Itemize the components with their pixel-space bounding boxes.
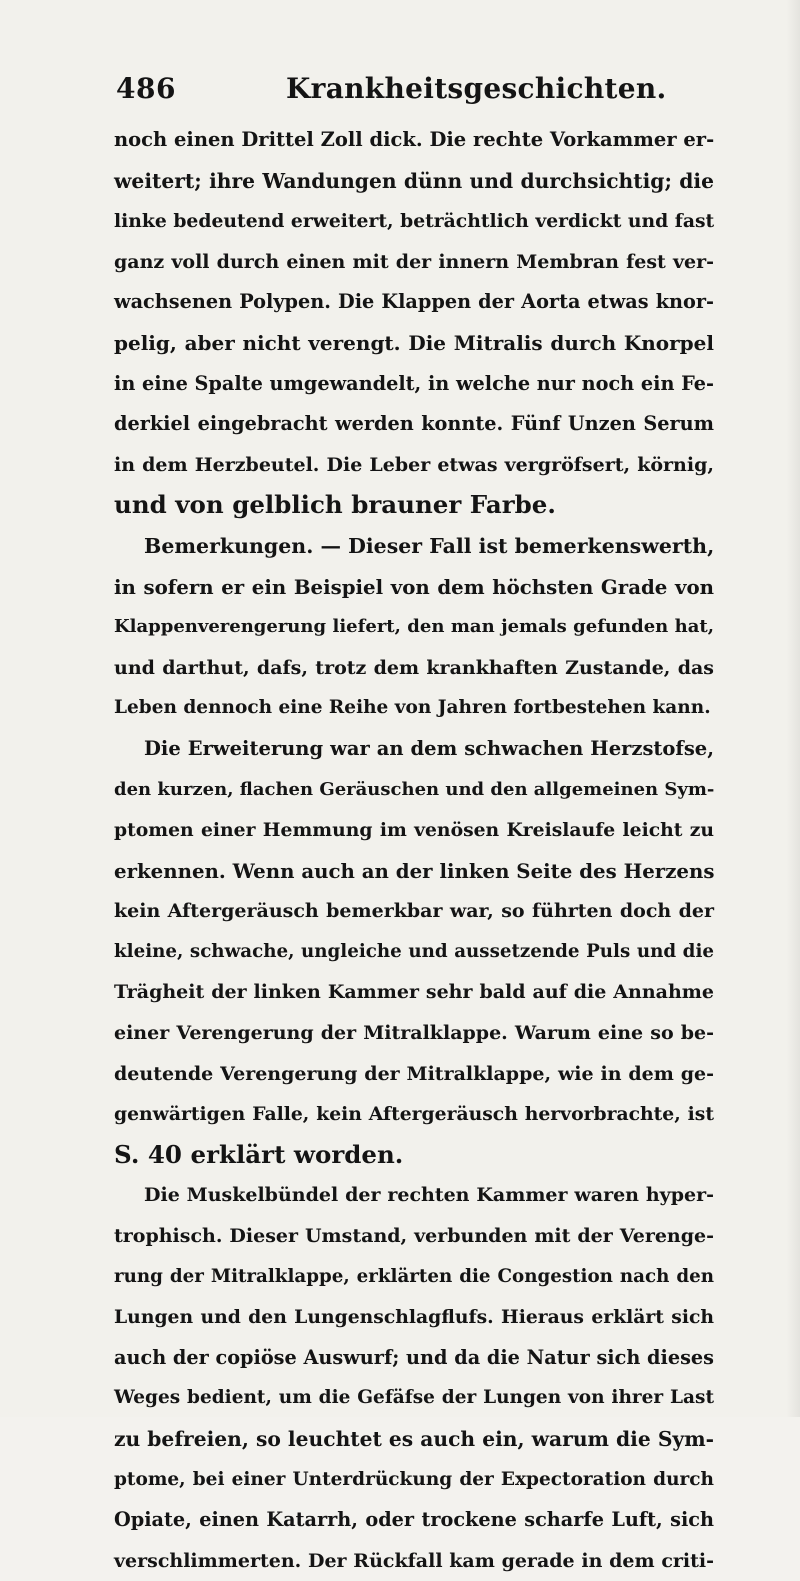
text-line: den kurzen, flachen Geräuschen und den allgemeinen Sym- — [114, 778, 715, 800]
text-line: Weges bedient, um die Gefäfse der Lungen von ihrer Last — [114, 1387, 714, 1409]
text-line: S. 40 erklärt worden. — [114, 1139, 404, 1169]
text-line: linke bedeutend erweitert, beträchtlich verdickt und fast — [114, 210, 715, 233]
text-line: in sofern er ein Beispiel von dem höchsten Grade von — [114, 574, 714, 599]
text-line: in dem Herzbeutel. Die Leber etwas vergröfsert, körnig, — [114, 453, 714, 476]
text-line: trophisch. Dieser Umstand, verbunden mit der Verenge- — [114, 1225, 714, 1248]
text-line: und darthut, dafs, trotz dem krankhaften Zustande, das — [114, 656, 714, 679]
text-line: weitert; ihre Wandungen dünn und durchsichtig; die — [114, 168, 714, 193]
page-header — [116, 72, 716, 112]
text-line: Die Muskelbündel der rechten Kammer waren hyper- — [144, 1184, 714, 1207]
page-edge-shadow — [786, 0, 800, 1417]
text-line: erkennen. Wenn auch an der linken Seite des Herzens — [114, 858, 715, 883]
text-line: und von gelblich brauner Farbe. — [114, 490, 556, 520]
text-line: noch einen Drittel Zoll dick. Die rechte Vorkammer er- — [114, 128, 715, 151]
text-line: Trägheit der linken Kammer sehr bald auf die Annahme — [114, 981, 714, 1004]
text-line: kleine, schwache, ungleiche und aussetzende Puls und die — [114, 940, 714, 962]
text-line: ptome, bei einer Unterdrückung der Expectoration durch — [114, 1468, 714, 1490]
text-line: genwärtigen Falle, kein Aftergeräusch hervorbrachte, ist — [114, 1103, 714, 1126]
text-line: Leben dennoch eine Reihe von Jahren fortbestehen kann. — [114, 697, 711, 719]
text-line: wachsenen Polypen. Die Klappen der Aorta etwas knor- — [114, 290, 714, 314]
page-number: 486 — [116, 72, 176, 105]
body-text — [114, 120, 714, 1581]
text-line: Klappenverengerung liefert, den man jemals gefunden hat, — [114, 616, 714, 638]
text-line: Opiate, einen Katarrh, oder trockene scharfe Luft, sich — [114, 1508, 714, 1532]
text-line: einer Verengerung der Mitralklappe. Warum eine so be- — [114, 1022, 714, 1045]
text-line: ganz voll durch einen mit der innern Membran fest ver- — [114, 250, 714, 273]
text-line: auch der copiöse Auswurf; und da die Natur sich dieses — [114, 1345, 714, 1369]
running-title: Krankheitsgeschichten. — [286, 72, 667, 105]
text-line: Lungen und den Lungenschlagflufs. Hieraus erklärt sich — [114, 1306, 714, 1329]
text-line: verschlimmerten. Der Rückfall kam gerade in dem criti- — [114, 1549, 714, 1572]
text-line: deutende Verengerung der Mitralklappe, wie in dem ge- — [114, 1062, 714, 1085]
text-line: derkiel eingebracht werden konnte. Fünf Unzen Serum — [114, 412, 714, 436]
text-line: kein Aftergeräusch bemerkbar war, so führten doch der — [114, 900, 714, 923]
text-line: ptomen einer Hemmung im venösen Kreislaufe leicht zu — [114, 819, 714, 842]
text-line: pelig, aber nicht verengt. Die Mitralis durch Knorpel — [114, 330, 714, 355]
text-line: Bemerkungen. — Dieser Fall ist bemerkenswerth, — [144, 533, 715, 558]
text-line: rung der Mitralklappe, erklärten die Congestion nach den — [114, 1265, 714, 1287]
text-line: Die Erweiterung war an dem schwachen Herzstofse, — [144, 736, 714, 760]
text-line: zu befreien, so leuchtet es auch ein, warum die Sym- — [114, 1427, 715, 1451]
text-line: in eine Spalte umgewandelt, in welche nur noch ein Fe- — [114, 371, 714, 395]
